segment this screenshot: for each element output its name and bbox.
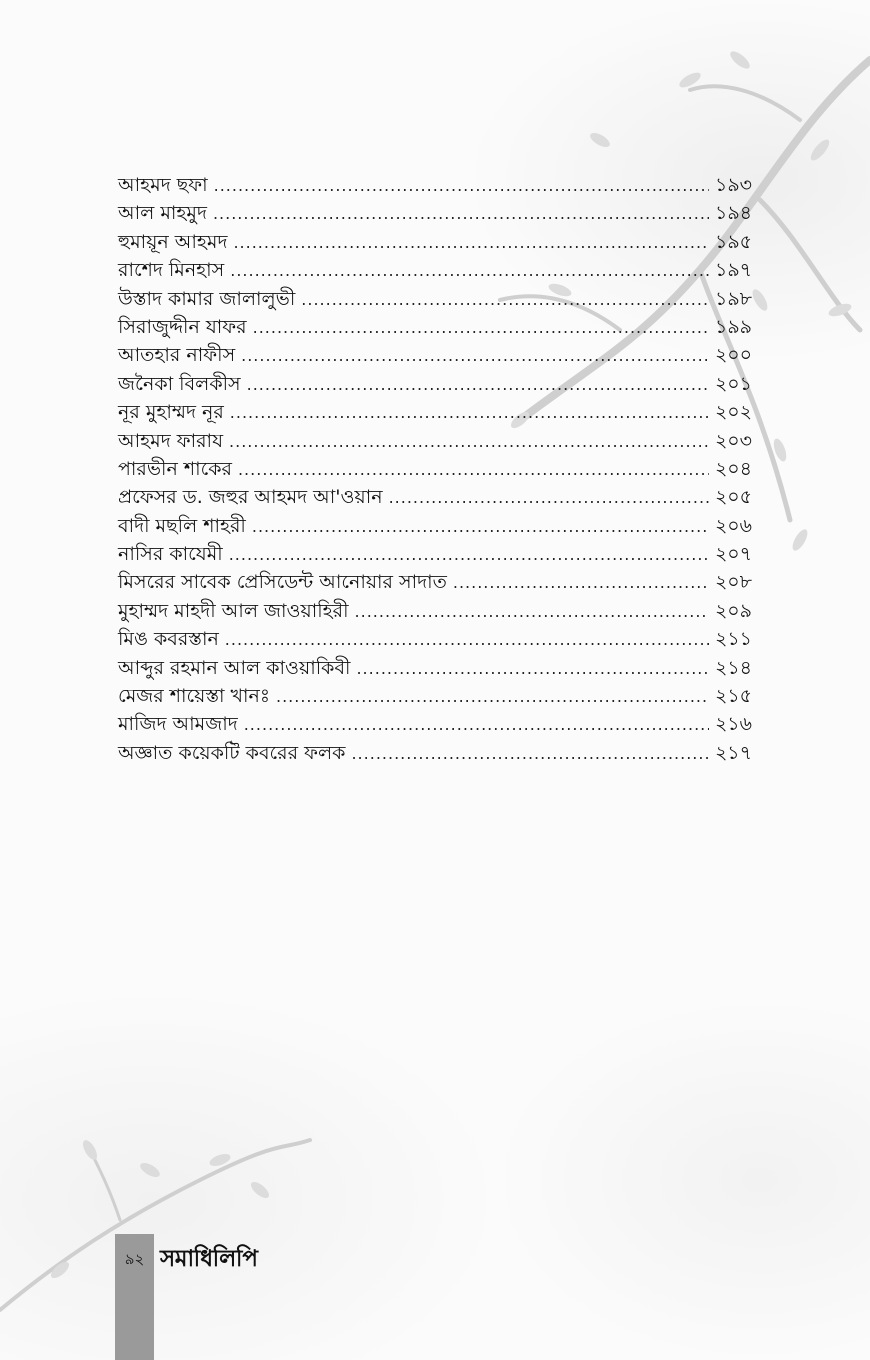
toc-entry-page: ২০৪ bbox=[714, 457, 752, 480]
toc-leader-dots bbox=[453, 569, 709, 597]
toc-leader-dots bbox=[276, 683, 709, 711]
page-number: ৯২ bbox=[124, 1250, 145, 1268]
toc-entry bbox=[118, 654, 752, 682]
toc-entry-page: ১৯৮ bbox=[715, 287, 752, 310]
toc-entry-title: রাশেদ মিনহাস bbox=[118, 259, 225, 282]
toc-entry-page: ২০৫ bbox=[714, 486, 752, 509]
toc-entry-page: ১৯৫ bbox=[715, 230, 752, 253]
toc-leader-dots bbox=[238, 456, 709, 484]
toc-leader-dots bbox=[233, 229, 709, 257]
toc-leader-dots bbox=[241, 342, 709, 370]
toc-entry-title: আহমদ ফারায bbox=[118, 429, 224, 452]
toc-entry-title: মিসরের সাবেক প্রেসিডেন্ট আনোয়ার সাদাত bbox=[118, 571, 447, 594]
toc-entry-page: ২০৩ bbox=[714, 429, 752, 452]
toc-leader-dots bbox=[252, 513, 709, 541]
toc-entry-page: ২০০ bbox=[714, 344, 752, 367]
toc-entry-title: আব্দুর রহমান আল কাওয়াকিবী bbox=[118, 656, 351, 679]
toc-entry bbox=[118, 313, 752, 341]
toc-entry bbox=[118, 710, 752, 738]
toc-entry-title: মিঙ কবরস্তান bbox=[118, 628, 219, 651]
toc-entry-title: মুহাম্মদ মাহদী আল জাওয়াহিরী bbox=[118, 599, 349, 622]
book-title: সমাধিলিপি bbox=[160, 1245, 258, 1272]
toc-leader-dots bbox=[356, 655, 709, 683]
toc-leader-dots bbox=[351, 740, 708, 768]
toc-leader-dots bbox=[230, 257, 709, 285]
toc-entry-page: ২০১ bbox=[714, 372, 752, 395]
toc-entry bbox=[118, 285, 752, 313]
toc-leader-dots bbox=[230, 399, 709, 427]
toc-entry bbox=[118, 256, 752, 284]
toc-entry-title: পারভীন শাকের bbox=[118, 457, 232, 480]
toc-entry bbox=[118, 512, 752, 540]
toc-entry bbox=[118, 341, 752, 369]
toc-entry bbox=[118, 739, 752, 767]
toc-entry-title: মেজর শায়েস্তা খানঃ bbox=[118, 685, 270, 708]
table-of-contents bbox=[118, 171, 752, 767]
toc-entry bbox=[118, 228, 752, 256]
toc-entry-page: ২০৯ bbox=[714, 599, 752, 622]
toc-entry-page: ২১৪ bbox=[714, 656, 752, 679]
toc-entry-page: ১৯৪ bbox=[715, 202, 752, 225]
toc-entry-page: ২০৬ bbox=[714, 514, 752, 537]
toc-leader-dots bbox=[225, 626, 709, 654]
toc-entry-title: প্রফেসর ড. জহুর আহমদ আ'ওয়ান bbox=[118, 486, 383, 509]
toc-leader-dots bbox=[229, 541, 709, 569]
toc-entry bbox=[118, 199, 752, 227]
toc-leader-dots bbox=[213, 200, 709, 228]
toc-entry bbox=[118, 540, 752, 568]
toc-entry-title: নাসির কাযেমী bbox=[118, 543, 223, 566]
toc-entry-title: অজ্ঞাত কয়েকটি কবরের ফলক bbox=[118, 741, 346, 764]
toc-entry-title: বাদী মছলি শাহরী bbox=[118, 514, 246, 537]
toc-entry-title: হুমায়ূন আহমদ bbox=[118, 230, 228, 253]
toc-entry-page: ২০২ bbox=[714, 401, 752, 424]
toc-entry bbox=[118, 370, 752, 398]
toc-entry bbox=[118, 682, 752, 710]
toc-entry bbox=[118, 483, 752, 511]
toc-leader-dots bbox=[214, 172, 709, 200]
toc-entry-page: ২১৫ bbox=[714, 685, 752, 708]
toc-leader-dots bbox=[244, 711, 709, 739]
toc-entry-page: ২১১ bbox=[714, 628, 752, 651]
toc-entry bbox=[118, 171, 752, 199]
toc-leader-dots bbox=[253, 314, 709, 342]
toc-entry-title: আতহার নাফীস bbox=[118, 344, 236, 367]
toc-entry bbox=[118, 455, 752, 483]
toc-entry-page: ২১৭ bbox=[714, 741, 752, 764]
toc-leader-dots bbox=[247, 371, 709, 399]
toc-entry-page: ২১৬ bbox=[714, 713, 752, 736]
toc-entry-title: মাজিদ আমজাদ bbox=[118, 713, 238, 736]
toc-entry-title: আল মাহমুদ bbox=[118, 202, 207, 225]
toc-leader-dots bbox=[229, 428, 709, 456]
toc-entry-title: জনৈকা বিলকীস bbox=[118, 372, 241, 395]
toc-entry bbox=[118, 597, 752, 625]
toc-entry-page: ১৯৩ bbox=[714, 174, 752, 196]
toc-entry bbox=[118, 625, 752, 653]
toc-entry-title: আহমদ ছফা bbox=[118, 174, 208, 196]
toc-leader-dots bbox=[355, 598, 709, 626]
toc-entry bbox=[118, 568, 752, 596]
toc-leader-dots bbox=[389, 484, 709, 512]
toc-entry-page: ২০৮ bbox=[714, 571, 752, 594]
toc-entry-title: নূর মুহাম্মদ নূর bbox=[118, 401, 224, 424]
toc-entry bbox=[118, 427, 752, 455]
toc-entry bbox=[118, 398, 752, 426]
toc-leader-dots bbox=[301, 286, 709, 314]
toc-entry-title: সিরাজুদ্দীন যাফর bbox=[118, 315, 247, 338]
toc-entry-page: ১৯৯ bbox=[715, 315, 752, 338]
toc-entry-title: উস্তাদ কামার জালালুভী bbox=[118, 287, 296, 310]
toc-entry-page: ২০৭ bbox=[714, 543, 752, 566]
toc-entry-page: ১৯৭ bbox=[714, 259, 752, 282]
